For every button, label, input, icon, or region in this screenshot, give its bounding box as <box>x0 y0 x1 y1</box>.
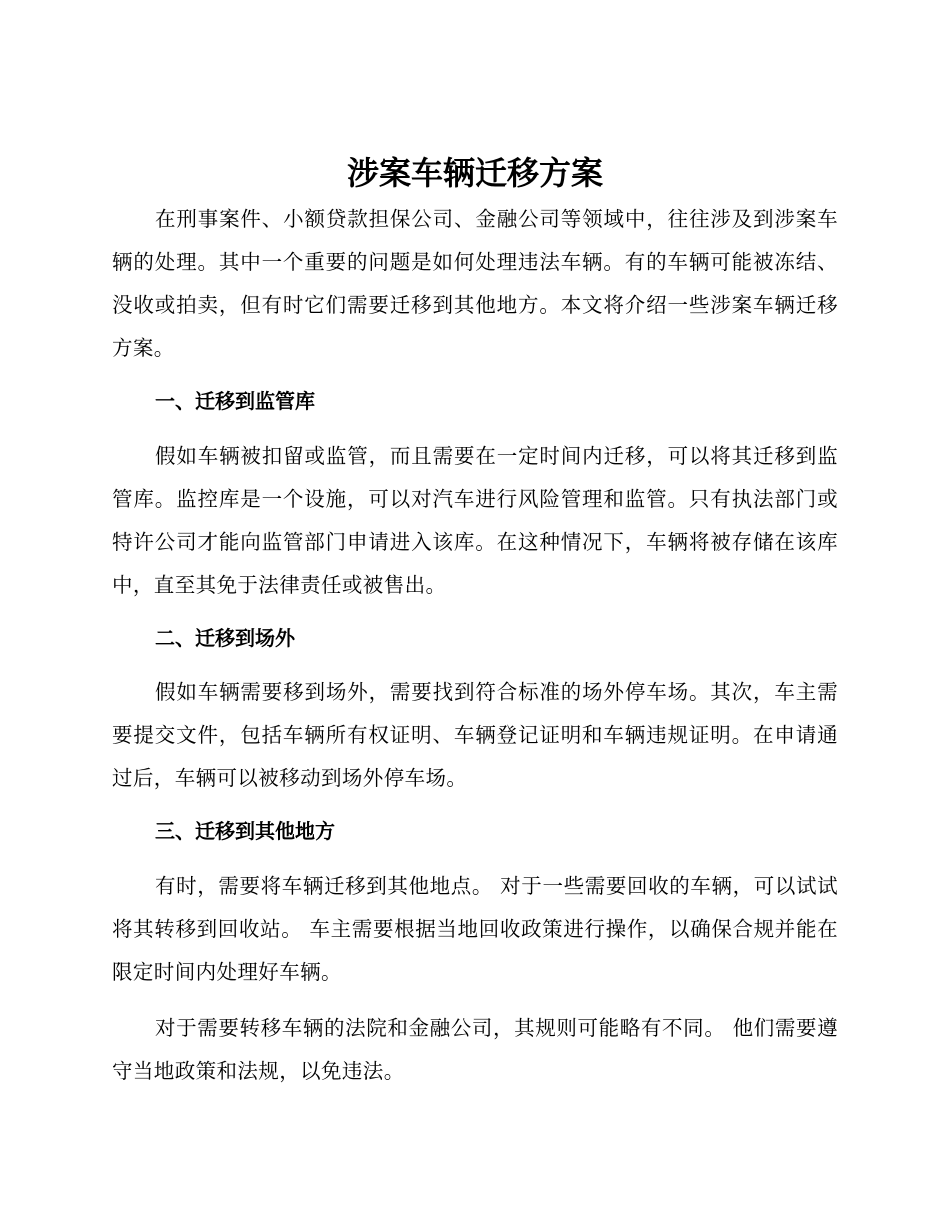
section-heading-offsite: 二、迁移到场外 <box>155 626 295 650</box>
closing-paragraph: 对于需要转移车辆的法院和金融公司，其规则可能略有不同。 他们需要遵守当地政策和法规，以免违法。 <box>112 1016 838 1083</box>
section-heading-supervision-depot: 一、迁移到监管库 <box>155 389 315 413</box>
intro-paragraph: 在刑事案件、小额贷款担保公司、金融公司等领域中，往往涉及到涉案车辆的处理。其中一个重要的问题是如何处理违法车辆。有的车辆可能被冻结、没收或拍卖，但有时它们需要迁移到其他地方。本文将介绍一些涉案车辆迁移方案。 <box>112 207 838 360</box>
section-body-offsite: 假如车辆需要移到场外，需要找到符合标准的场外停车场。其次，车主需要提交文件，包括车辆所有权证明、车辆登记证明和车辆违规证明。在申请通过后，车辆可以被移动到场外停车场。 <box>112 680 838 790</box>
section-heading-other-places: 三、迁移到其他地方 <box>155 819 335 843</box>
section-body-other-places: 有时，需要将车辆迁移到其他地点。 对于一些需要回收的车辆，可以试试将其转移到回收站。 车主需要根据当地回收政策进行操作，以确保合规并能在限定时间内处理好车辆。 <box>112 874 838 984</box>
section-body-supervision-depot: 假如车辆被扣留或监管，而且需要在一定时间内迁移，可以将其迁移到监管库。监控库是一个设施，可以对汽车进行风险管理和监管。只有执法部门或特许公司才能向监管部门申请进入该库。在这种情况下，车辆将被存储在该库中，直至其免于法律责任或被售出。 <box>112 444 838 597</box>
document-title: 涉案车辆迁移方案 <box>346 154 603 192</box>
